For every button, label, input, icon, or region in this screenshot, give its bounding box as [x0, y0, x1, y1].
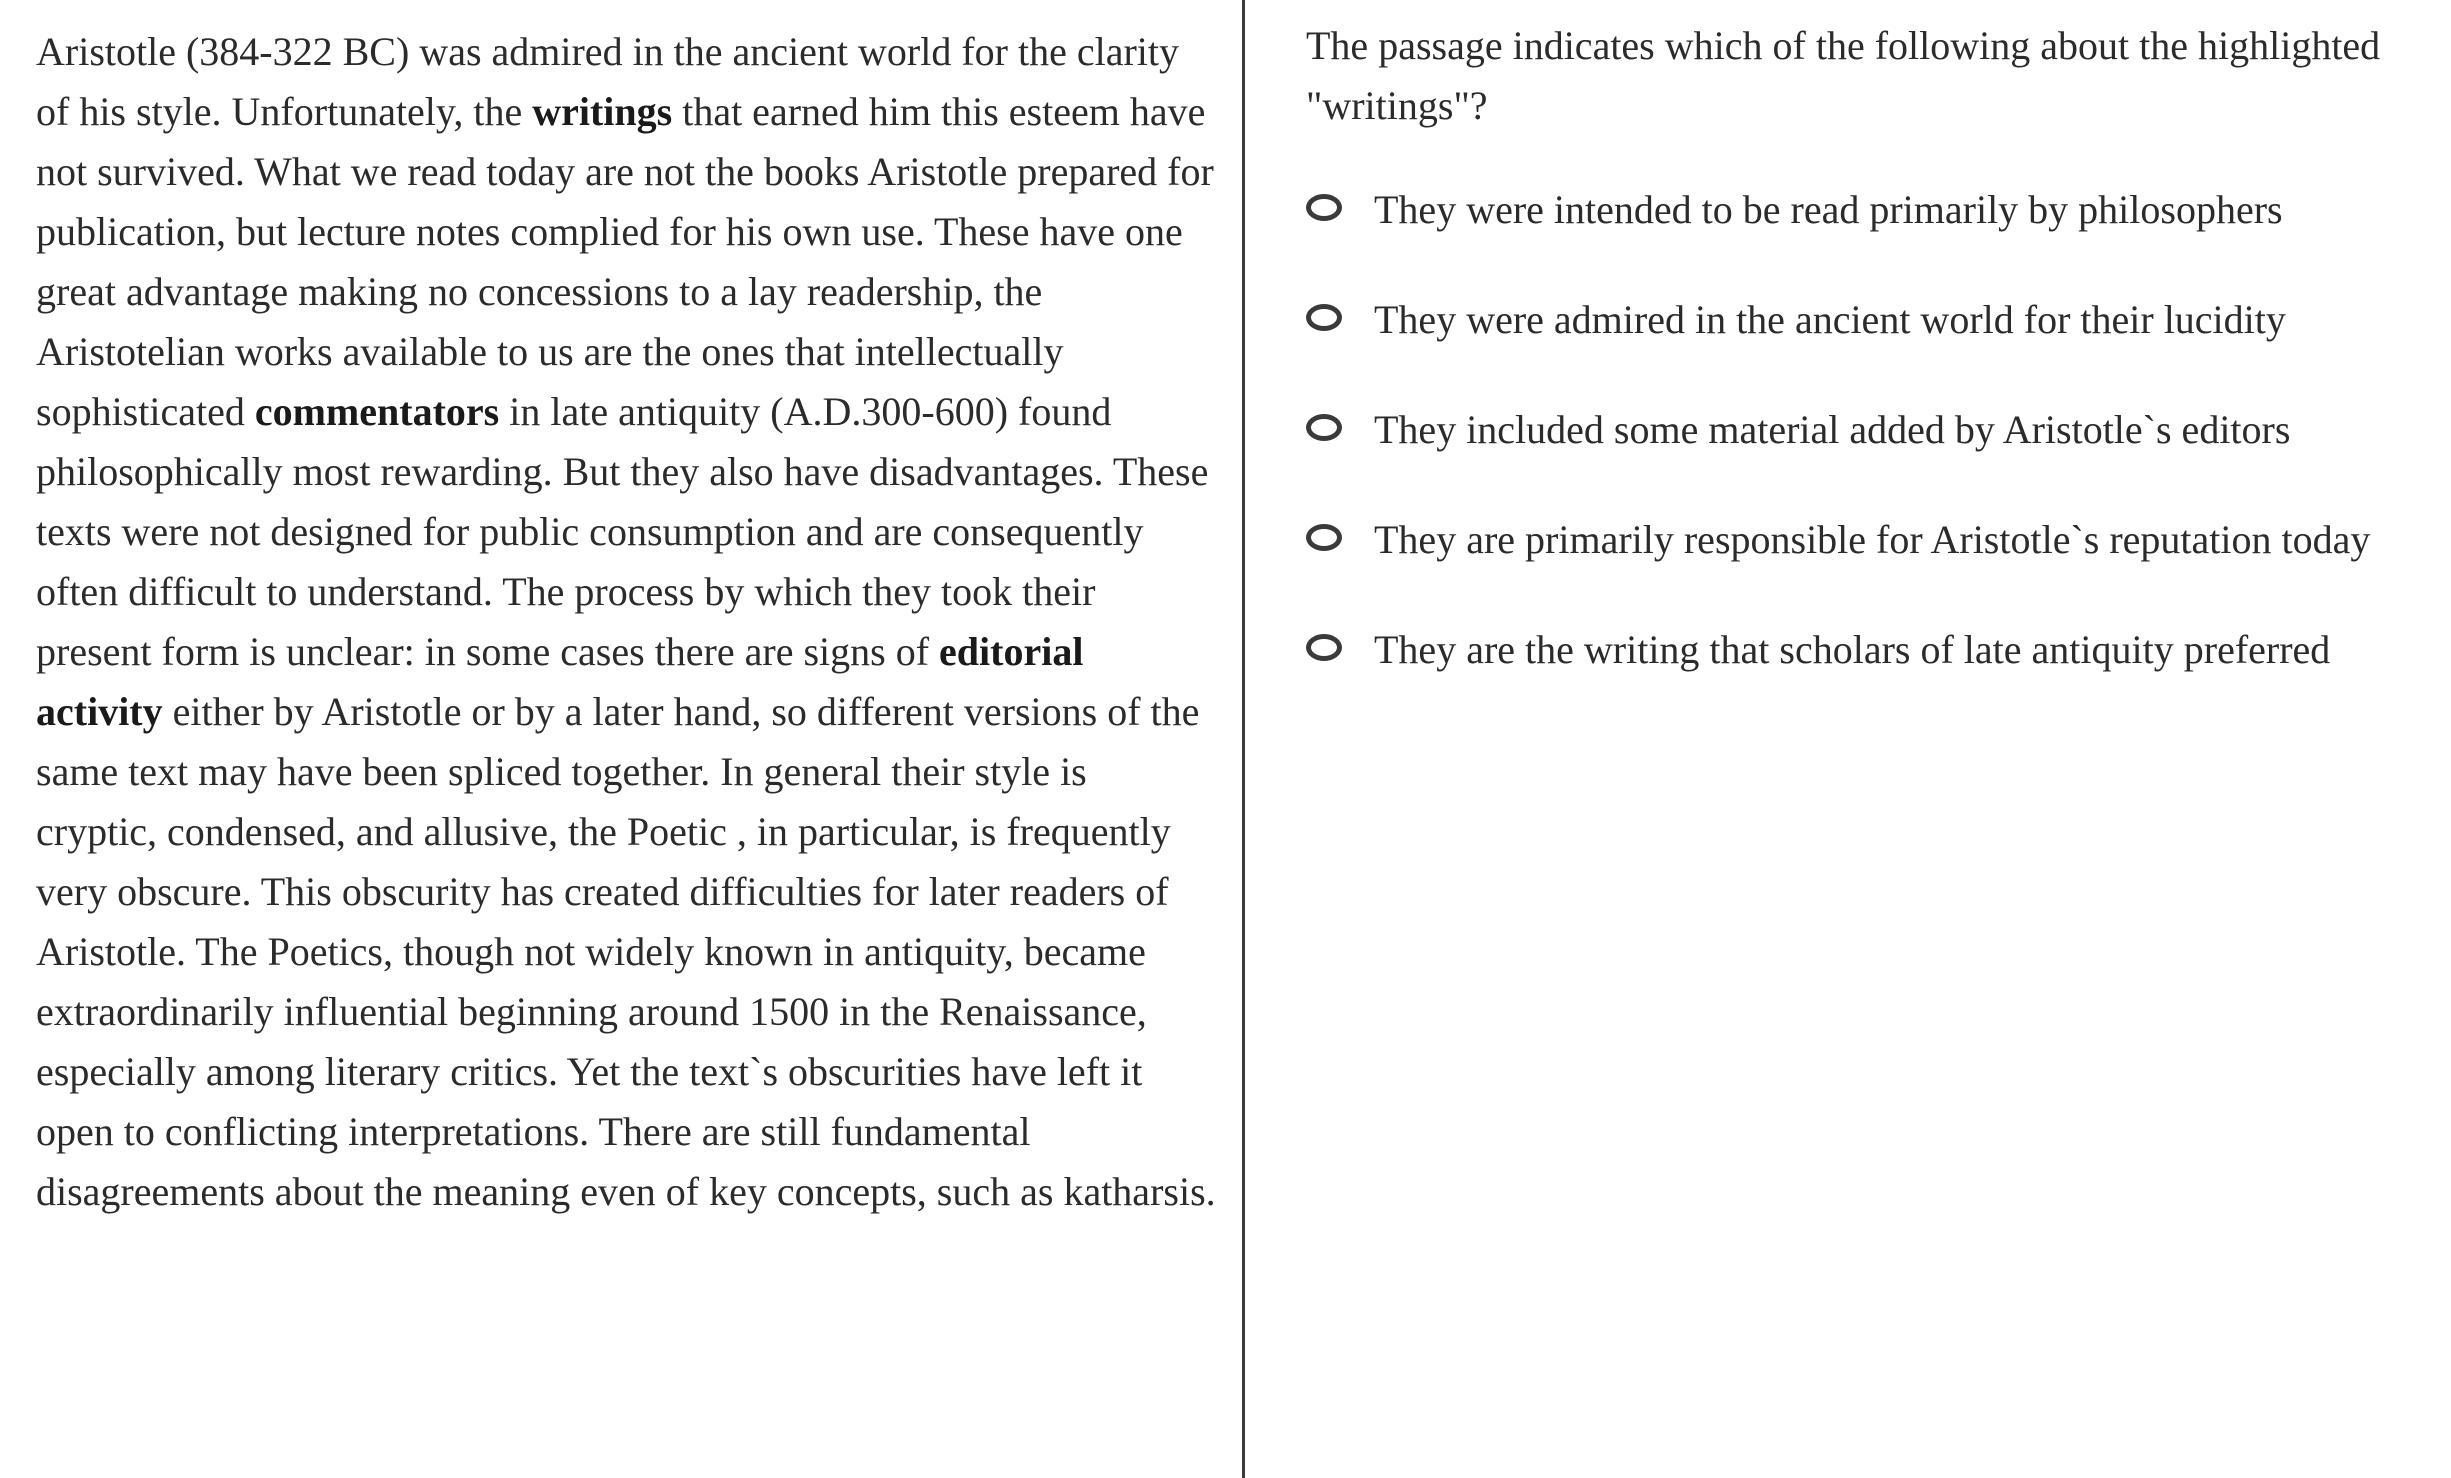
answer-option-label[interactable]: They were admired in the ancient world for their lucidity — [1374, 297, 2286, 342]
answer-option-label[interactable]: They are the writing that scholars of late antiquity preferred — [1374, 627, 2331, 672]
radio-button-icon[interactable] — [1306, 524, 1342, 551]
answer-option-label[interactable]: They were intended to be read primarily by philosophers — [1374, 187, 2283, 232]
answer-options — [1306, 180, 2451, 680]
highlighted-term-editorial-activity: editorial activity — [36, 629, 1084, 734]
highlighted-term-writings: writings — [532, 89, 673, 134]
answer-option-d[interactable] — [1306, 510, 2451, 570]
highlighted-term-commentators: commentators — [254, 389, 500, 434]
passage-segment: in late antiquity (A.D.300-600) found philosophically most rewarding. But they also have disadvantages. These texts were not designed for public consumption and are consequently often difficult to understand. The process by which they took their present form is unclear: in some cases there are signs of — [36, 389, 1209, 674]
radio-button-icon[interactable] — [1306, 634, 1342, 661]
question-prompt: The passage indicates which of the following about the highlighted "writings"? — [1306, 23, 2381, 128]
answer-option-label[interactable]: They are primarily responsible for Aristotle`s reputation today — [1374, 517, 2371, 562]
radio-button-icon[interactable] — [1306, 194, 1342, 221]
answer-option-b[interactable] — [1306, 290, 2451, 350]
answer-option-e[interactable] — [1306, 620, 2451, 680]
answer-option-a[interactable] — [1306, 180, 2451, 240]
radio-button-icon[interactable] — [1306, 414, 1342, 441]
passage-segment: that earned him this esteem have not survived. What we read today are not the books Aristotle prepared for publication, but lecture notes complied for his own use. These have one great advantage making no concessions to a lay readership, the Aristotelian works available to us are the ones that intellectually sophisticated — [36, 89, 1214, 434]
radio-button-icon[interactable] — [1306, 304, 1342, 331]
question-pane — [1245, 0, 2451, 1478]
answer-option-c[interactable] — [1306, 400, 2451, 460]
passage-text — [36, 22, 1216, 1222]
passage-segment: either by Aristotle or by a later hand, so different versions of the same text may have been spliced together. In general their style is cryptic, condensed, and allusive, the Poetic , in particular, is frequently very obscure. This obscurity has created difficulties for later readers of Aristotle. The Poetics, though not widely known in antiquity, became extraordinarily influential beginning around 1500 in the Renaissance, especially among literary critics. Yet the text`s obscurities have left it open to conflicting interpretations. There are still fundamental disagreements about the meaning even of key concepts, such as katharsis. — [36, 689, 1216, 1214]
passage-segment: Aristotle (384-322 BC) was admired in the ancient world for the clarity of his style. Unfortunately, the — [36, 29, 1180, 134]
answer-option-label[interactable]: They included some material added by Aristotle`s editors — [1374, 407, 2291, 452]
